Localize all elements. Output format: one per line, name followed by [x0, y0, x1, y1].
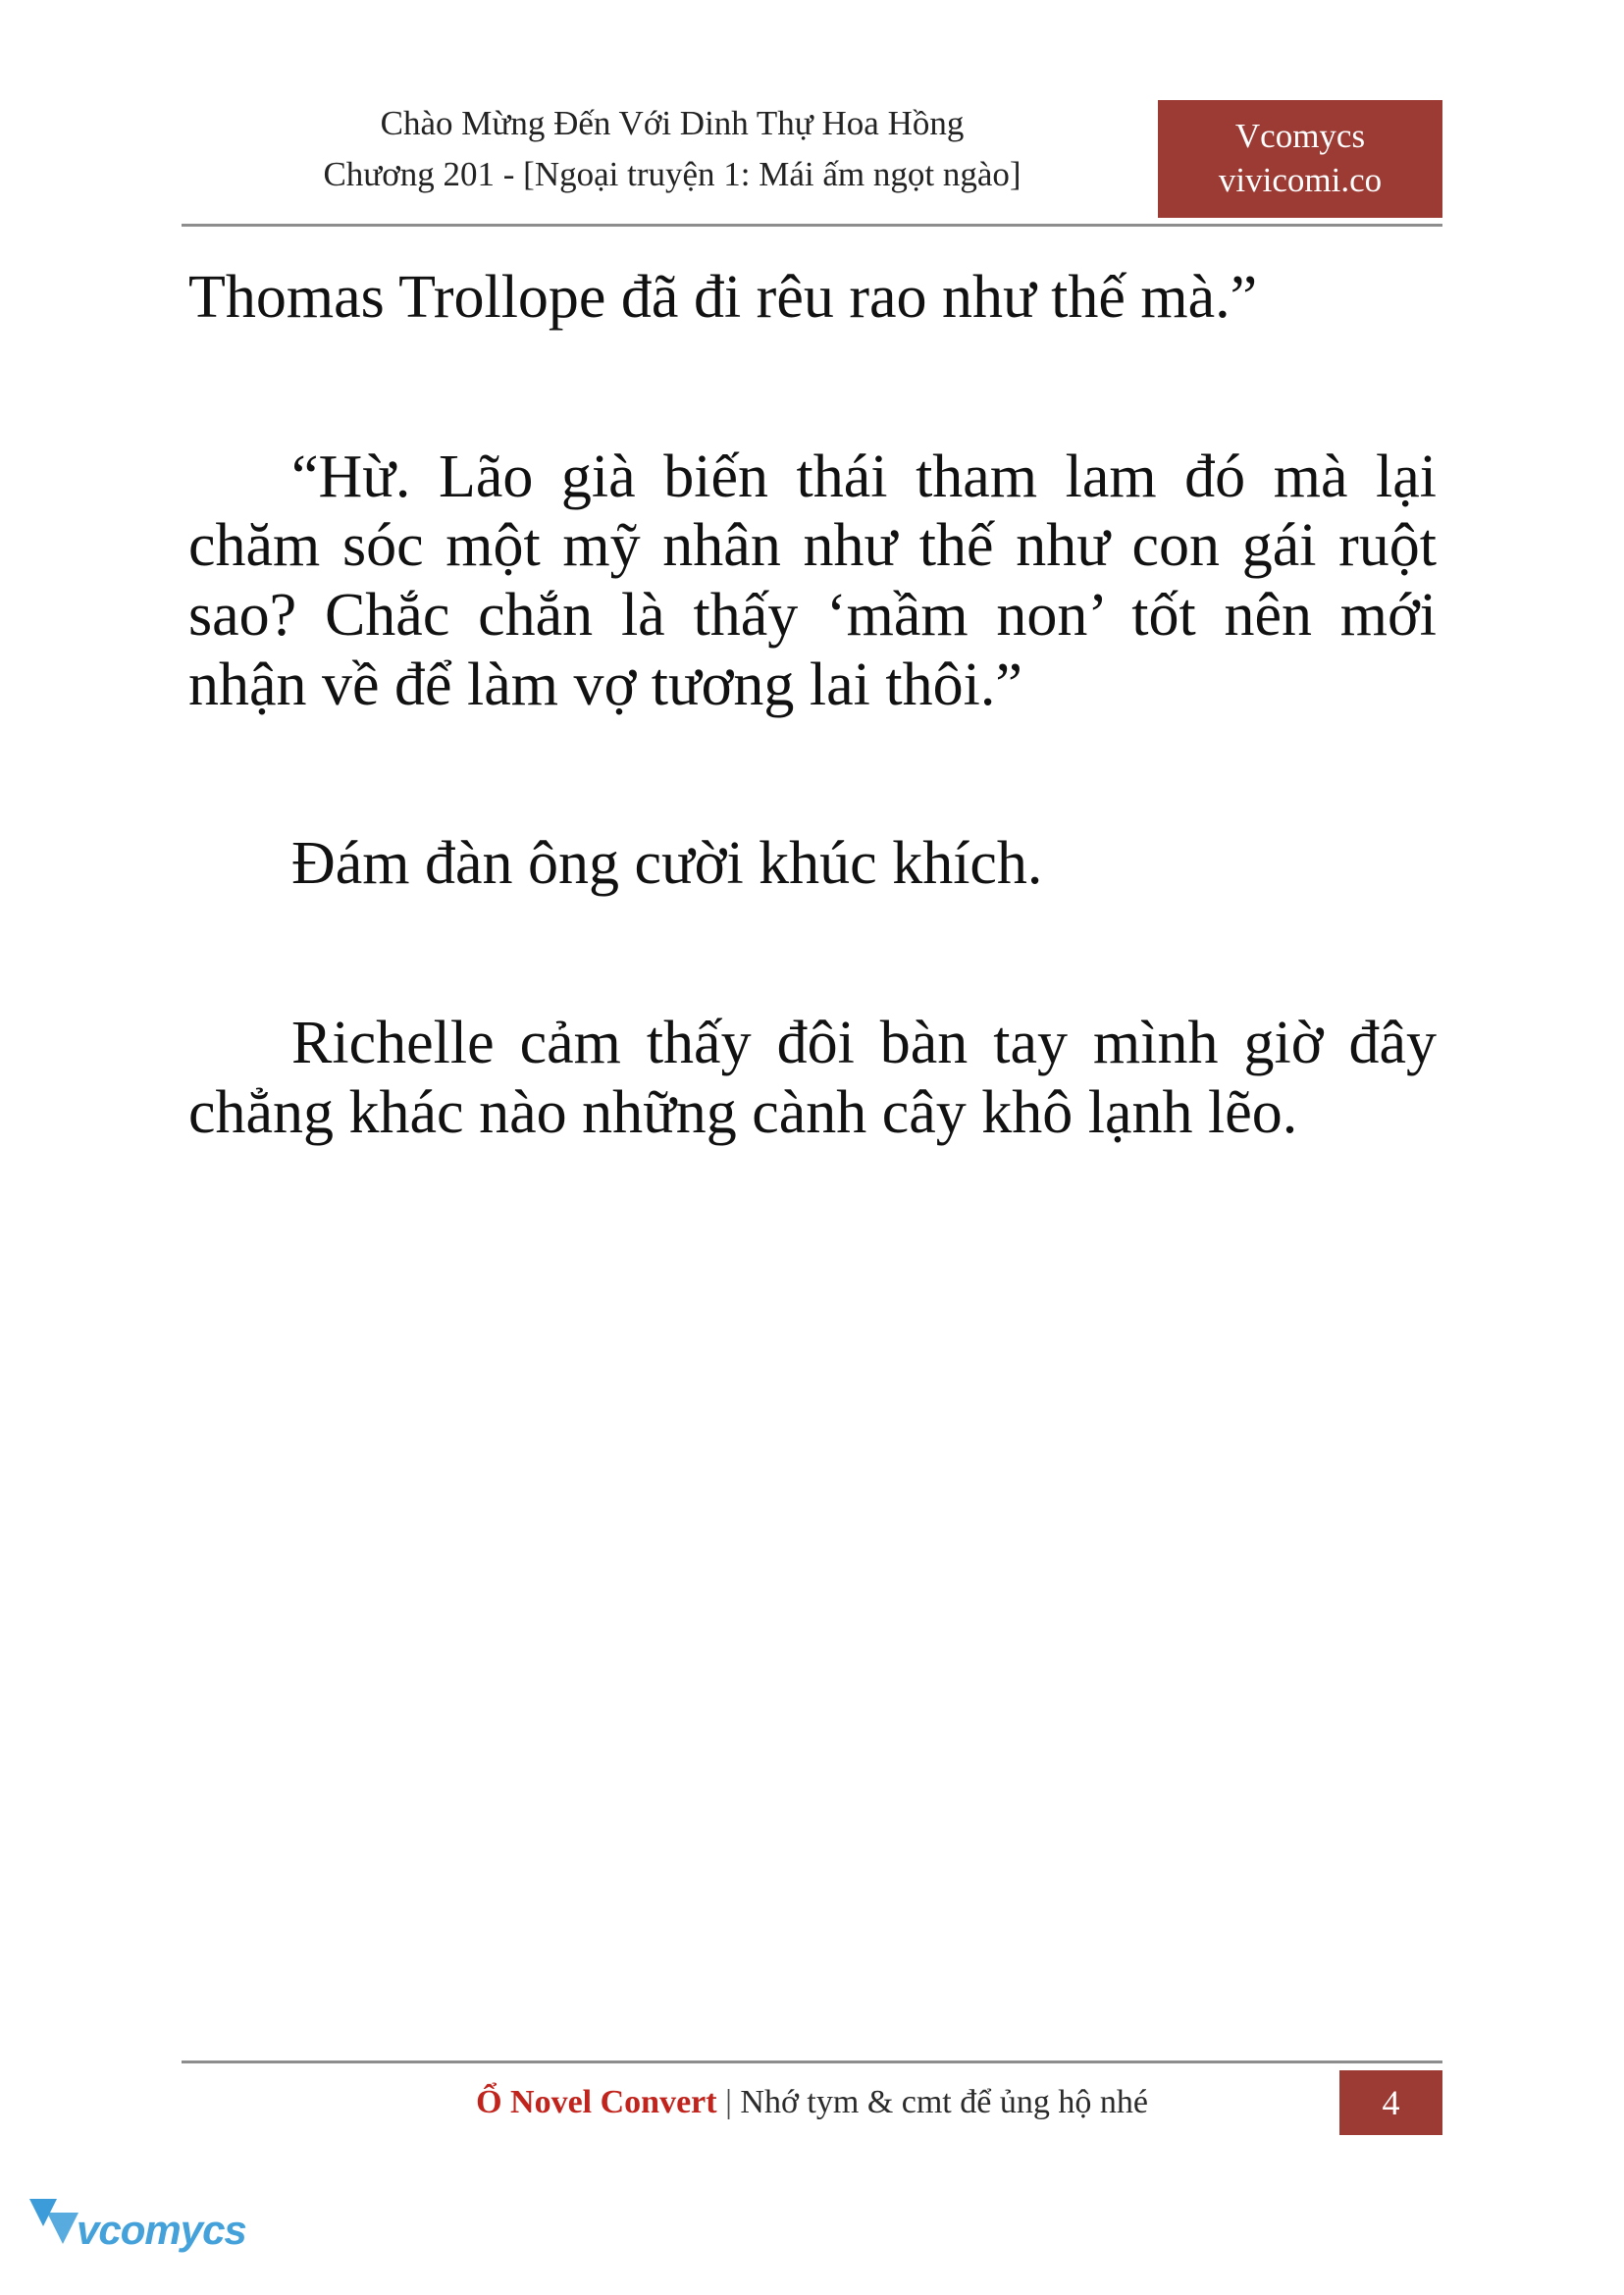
brand-url: vivicomi.co — [1218, 161, 1383, 199]
brand-name: Vcomycs — [1234, 117, 1366, 156]
footer-text — [182, 2070, 1442, 2135]
paragraph: “Hừ. Lão già biến thái tham lam đó mà lại chăm sóc một mỹ nhân như thế như con gái ruột sao? Chắc chắn là thấy ‘mầm non’ tốt nên mới nhận về để làm vợ tương lai thôi.” — [188, 443, 1437, 718]
watermark-logo — [27, 2191, 246, 2268]
paragraph: Richelle cảm thấy đôi bàn tay mình giờ đây chẳng khác nào những cành cây khô lạnh lẽo. — [188, 1010, 1437, 1146]
paragraph: Đám đàn ông cười khúc khích. — [291, 830, 1043, 898]
page-footer — [182, 2070, 1442, 2139]
footer-note: Nhớ tym & cmt để ủng hộ nhé — [740, 2084, 1148, 2120]
page-content — [188, 263, 1437, 1147]
page-number: 4 — [1339, 2070, 1442, 2135]
header-divider — [182, 224, 1442, 227]
footer-separator: | — [725, 2084, 732, 2120]
header-title-line1: Chào Mừng Đến Với Dinh Thự Hoa Hồng — [380, 104, 965, 142]
footer-brand: Ổ Novel Convert — [476, 2084, 717, 2120]
header-title-line2: Chương 201 - [Ngoại truyện 1: Mái ấm ngọt ngào] — [323, 155, 1022, 193]
brand-badge — [1158, 100, 1442, 218]
footer-divider — [182, 2060, 1442, 2063]
watermark-text: vcomycs — [77, 2207, 246, 2253]
header-titles — [182, 98, 1163, 200]
page-header — [182, 98, 1442, 226]
paragraph: Thomas Trollope đã đi rêu rao như thế mà.” — [188, 264, 1258, 331]
